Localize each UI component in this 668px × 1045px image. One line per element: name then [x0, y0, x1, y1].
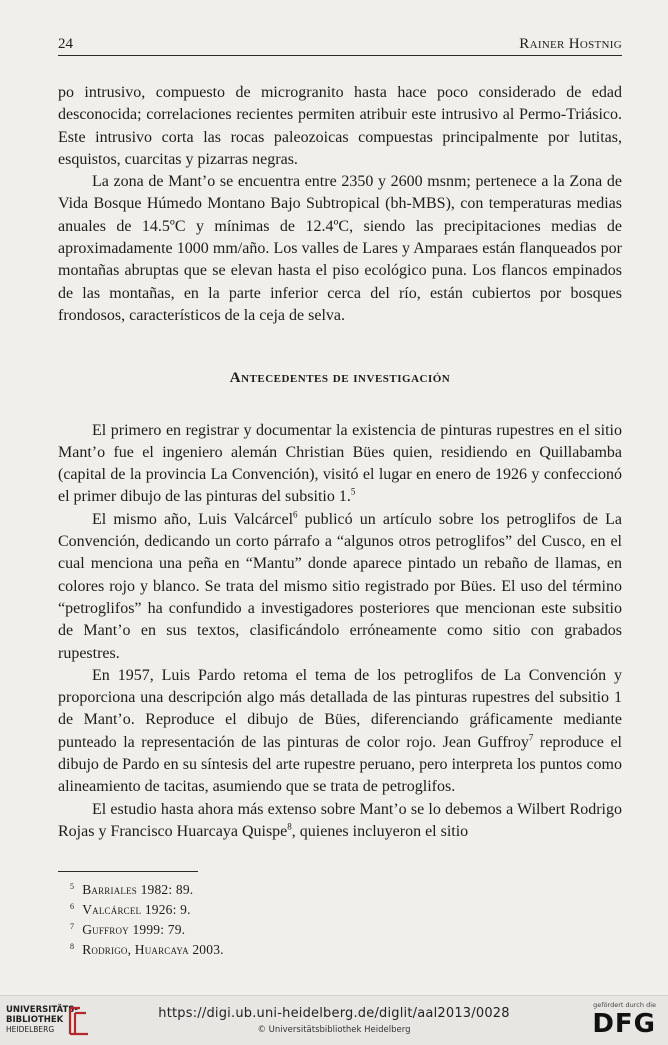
footnote-ref[interactable]: 8: [287, 821, 292, 832]
footnote: $^7$ Guffroy 1999: 79.: [70, 921, 186, 937]
paragraph: La zona de Mant’o se encuentra entre 2350 y 2600 msnm; pertenece a la Zona de Vida Bosque Húmedo Montano Bajo Subtropical (bh-MBS), con temperaturas medias anuales de 14.5ºC y mínimas de 12.4ºC, siendo las precipitaciones medias de aproximadamente 1000 mm/año. Los valles de Lares y Amparaes están flanqueados por montañas abruptas que se elevan hasta el piso ecológico puna. Los flancos empinados de las montañas, en la parte inferior cerca del río, están cubiertos por bosques frondosos, característicos de la ceja de selva.: [58, 173, 622, 324]
running-header: [58, 34, 622, 56]
body-text: [58, 82, 622, 843]
paragraph: El primero en registrar y documentar la existencia de pinturas rupestres en el sitio Mant’o fue el ingeniero alemán Christian Bües quien, residiendo en Quillabamba (capital de la provincia La Convención), visitó el lugar en enero de 1926 y confeccionó el primer dibujo de las pinturas del subsitio 1.$^5$: [58, 421, 622, 506]
footnote-ref[interactable]: 5: [350, 487, 356, 498]
digitization-footer: [0, 995, 668, 1045]
page-number: 24: [58, 36, 73, 52]
footnote: $^5$ Barriales 1982: 89.: [70, 881, 194, 897]
dfg-logo[interactable]: DFG: [592, 1009, 656, 1039]
footnote-ref[interactable]: 7: [528, 732, 534, 743]
paragraph: El mismo año, Luis Valcárcel$^6$ publicó un artículo sobre los petroglifos de La Convención, dedicando un corto párrafo a “algunos otros petroglifos” del Cusco, en el cual menciona una peña en “Mantu” donde aparece pintado un rebaño de llamas, en colores rojo y blanco. Se trata del mismo sitio registrado por Bües. El uso del término “petroglifos” ha confundido a investigadores posteriores que mencionan este subsitio de Mant’o en sus textos, clasificándolo erróneamente como sitio con grabados rupestres.: [58, 509, 623, 662]
paragraph: po intrusivo, compuesto de microgranito hasta hace poco considerado de edad desconocida; correlaciones recientes permiten atribuir este intrusivo al Permo-Triásico. Este intrusivo corta las rocas paleozoicas compuestas principalmente por lutitas, esquistos, cuarcitas y pizarras negras.: [58, 84, 622, 168]
running-header-author: Rainer Hostnig: [519, 36, 622, 52]
footnote: $^8$ Rodrigo, Huarcaya 2003.: [70, 941, 224, 957]
library-logo-text[interactable]: UNIVERSITÄTS- BIBLIOTHEK HEIDELBERG: [6, 1005, 78, 1034]
section-heading: Antecedentes de investigación: [229, 370, 451, 387]
footnote: $^6$ Valcárcel 1926: 9.: [70, 901, 191, 917]
paragraph: El estudio hasta ahora más extenso sobre Mant’o se lo debemos a Wilbert Rodrigo Rojas y Francisco Huarcaya Quispe$^8$, quienes incluyeron el sitio: [58, 800, 622, 840]
paragraph: En 1957, Luis Pardo retoma el tema de los petroglifos de La Convención y proporciona una descripción algo más detallada de las pinturas rupestres del subsitio 1 de Mant’o. Reproduce el dibujo de Bües, diferenciando gráficamente mediante punteado la representación de las pinturas de color rojo. Jean Guffroy$^7$ reproduce el dibujo de Pardo en su síntesis del arte rupestre peruano, pero interpreta los puntos como alineamiento de tacitas, asumiendo que se trata de petroglifos.: [58, 666, 622, 796]
copyright-notice: © Universitätsbibliothek Heidelberg: [257, 1025, 411, 1035]
footnote-ref[interactable]: 6: [293, 509, 298, 520]
funding-note: gefördert durch die: [593, 1001, 656, 1009]
footnotes: [70, 880, 224, 960]
permalink-url[interactable]: https://digi.ub.uni-heidelberg.de/diglit/aal2013/0028: [158, 1006, 510, 1021]
footnote-divider: [58, 871, 198, 872]
